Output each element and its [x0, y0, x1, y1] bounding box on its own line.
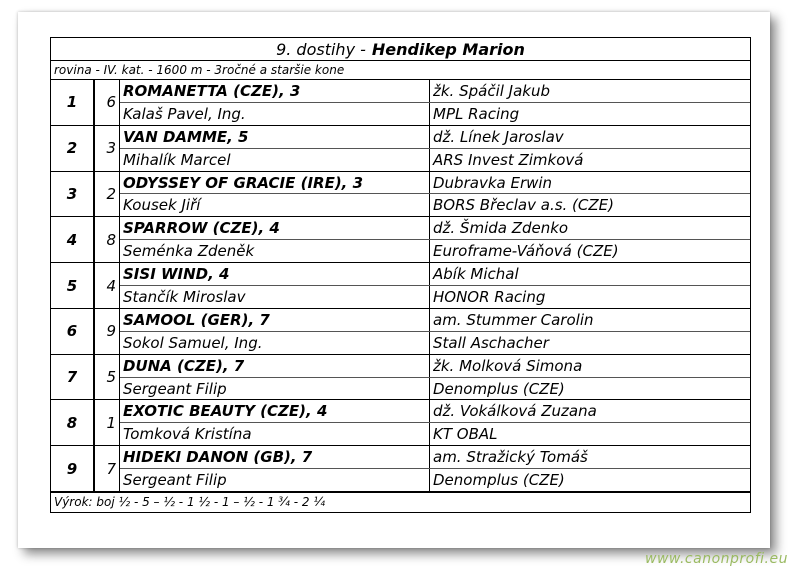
owner-name: MPL Racing	[430, 102, 751, 125]
trainer-name: Kalaš Pavel, Ing.	[120, 102, 430, 125]
race-conditions: rovina - IV. kat. - 1600 m - 3ročné a staršie kone	[51, 61, 750, 80]
jockey-name: am. Stummer Carolin	[430, 308, 751, 331]
owner-name: Euroframe-Váňová (CZE)	[430, 240, 751, 263]
finish-position: 1	[51, 80, 94, 125]
owner-name: KT OBAL	[430, 423, 751, 446]
owner-name: ARS Invest Zimková	[430, 148, 751, 171]
entry-row-detail	[51, 286, 750, 309]
jockey-name: žk. Spáčil Jakub	[430, 80, 751, 102]
entry-row	[51, 171, 750, 194]
jockey-name: Dubravka Erwin	[430, 171, 751, 194]
horse-name: SPARROW (CZE), 4	[120, 217, 430, 240]
start-number: 6	[94, 80, 120, 125]
watermark: www.canonprofi.eu	[645, 551, 788, 567]
start-number: 7	[94, 446, 120, 492]
entry-row-detail	[51, 194, 750, 217]
finish-position: 3	[51, 171, 94, 217]
entry-row	[51, 308, 750, 331]
jockey-name: dž. Línek Jaroslav	[430, 125, 751, 148]
trainer-name: Sokol Samuel, Ing.	[120, 331, 430, 354]
entry-row-detail	[51, 469, 750, 492]
owner-name: Stall Aschacher	[430, 331, 751, 354]
entry-row	[51, 125, 750, 148]
finish-position: 5	[51, 263, 94, 309]
finish-position: 2	[51, 125, 94, 171]
horse-name: ROMANETTA (CZE), 3	[120, 80, 430, 102]
start-number: 3	[94, 125, 120, 171]
entry-row-detail	[51, 148, 750, 171]
horse-name: SISI WIND, 4	[120, 263, 430, 286]
trainer-name: Sergeant Filip	[120, 469, 430, 492]
trainer-name: Tomková Kristína	[120, 423, 430, 446]
owner-name: Denomplus (CZE)	[430, 377, 751, 400]
trainer-name: Sergeant Filip	[120, 377, 430, 400]
start-number: 5	[94, 354, 120, 400]
entries-table	[51, 80, 750, 492]
start-number: 9	[94, 308, 120, 354]
start-number: 2	[94, 171, 120, 217]
entry-row	[51, 354, 750, 377]
horse-name: EXOTIC BEAUTY (CZE), 4	[120, 400, 430, 423]
owner-name: HONOR Racing	[430, 286, 751, 309]
owner-name: BORS Břeclav a.s. (CZE)	[430, 194, 751, 217]
entry-row	[51, 400, 750, 423]
entry-row	[51, 217, 750, 240]
race-name: Hendikep Marion	[371, 39, 525, 59]
horse-name: SAMOOL (GER), 7	[120, 308, 430, 331]
start-number: 1	[94, 400, 120, 446]
entry-row-detail	[51, 423, 750, 446]
entry-row	[51, 263, 750, 286]
trainer-name: Stančík Miroslav	[120, 286, 430, 309]
entry-row-detail	[51, 240, 750, 263]
horse-name: HIDEKI DANON (GB), 7	[120, 446, 430, 469]
jockey-name: am. Stražický Tomáš	[430, 446, 751, 469]
horse-name: ODYSSEY OF GRACIE (IRE), 3	[120, 171, 430, 194]
jockey-name: dž. Šmida Zdenko	[430, 217, 751, 240]
entry-row	[51, 80, 750, 102]
race-title	[51, 38, 750, 61]
race-sheet	[50, 37, 751, 513]
trainer-name: Seménka Zdeněk	[120, 240, 430, 263]
jockey-name: žk. Molková Simona	[430, 354, 751, 377]
entry-row-detail	[51, 331, 750, 354]
start-number: 8	[94, 217, 120, 263]
jockey-name: Abík Michal	[430, 263, 751, 286]
finish-position: 4	[51, 217, 94, 263]
entry-row-detail	[51, 102, 750, 125]
owner-name: Denomplus (CZE)	[430, 469, 751, 492]
race-number: 9. dostihy -	[276, 39, 366, 59]
trainer-name: Mihalík Marcel	[120, 148, 430, 171]
finish-position: 7	[51, 354, 94, 400]
finish-position: 8	[51, 400, 94, 446]
entry-row-detail	[51, 377, 750, 400]
entry-row	[51, 446, 750, 469]
horse-name: VAN DAMME, 5	[120, 125, 430, 148]
finish-position: 6	[51, 308, 94, 354]
start-number: 4	[94, 263, 120, 309]
jockey-name: dž. Vokálková Zuzana	[430, 400, 751, 423]
race-result: Výrok: boj ½ - 5 – ½ - 1 ½ - 1 – ½ - 1 ¾ - 2 ¼	[51, 492, 750, 512]
horse-name: DUNA (CZE), 7	[120, 354, 430, 377]
trainer-name: Kousek Jiří	[120, 194, 430, 217]
finish-position: 9	[51, 446, 94, 492]
